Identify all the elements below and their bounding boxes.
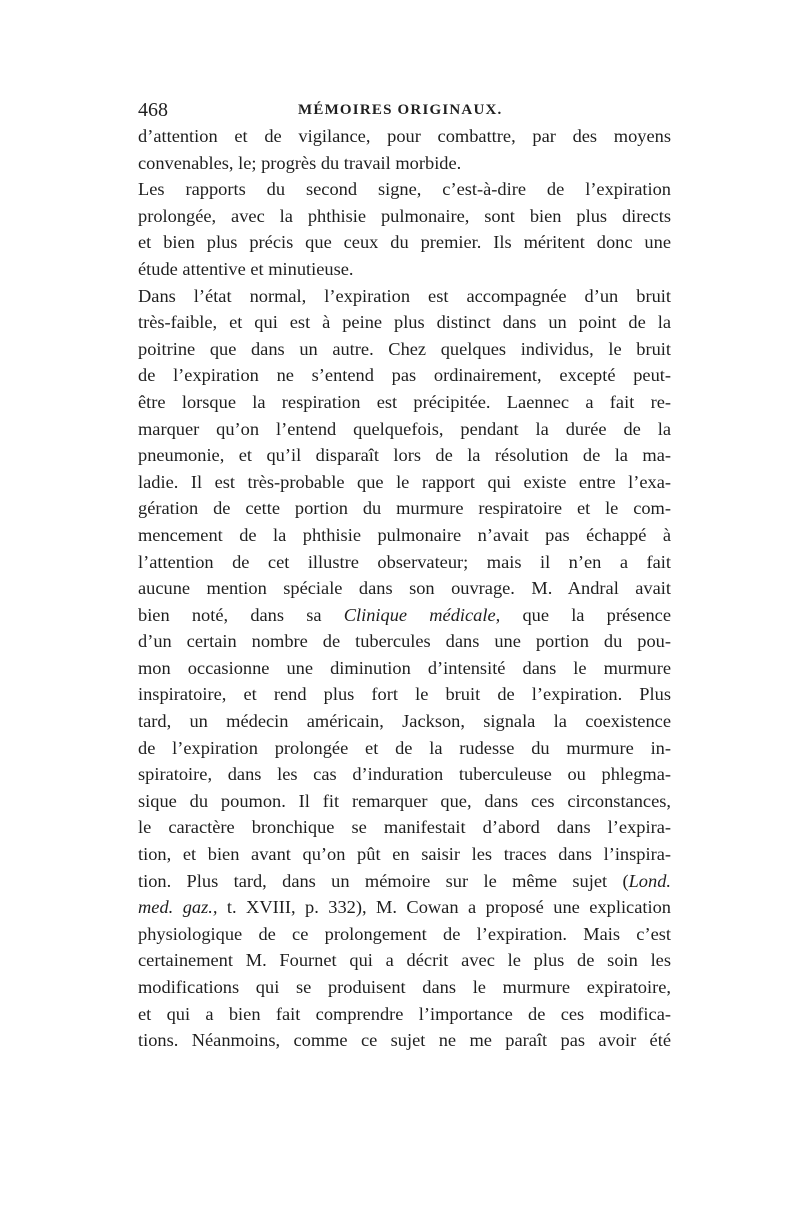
text-line: aucune mention spéciale dans son ouvrage. M. Andral avait bbox=[138, 578, 671, 599]
text-line-reference bbox=[138, 894, 671, 921]
text-line: mon occasionne une diminution d’intensité dans le murmure bbox=[138, 657, 671, 678]
text-line: spiratoire, dans les cas d’induration tuberculeuse ou phlegma- bbox=[138, 764, 671, 785]
running-title: MÉMOIRES ORIGINAUX. bbox=[298, 102, 503, 118]
text-line: certainement M. Fournet qui a décrit avec le plus de soin les bbox=[138, 950, 671, 971]
text-line: de l’expiration prolongée et de la rudesse du murmure in- bbox=[138, 737, 671, 758]
text-segment: que la présence bbox=[500, 604, 671, 625]
text-line: tions. Néanmoins, comme ce sujet ne me paraît pas avoir été bbox=[138, 1030, 671, 1051]
page-header bbox=[138, 97, 671, 123]
text-line: prolongée, avec la phthisie pulmonaire, sont bien plus directs bbox=[138, 205, 671, 226]
text-line: modifications qui se produisent dans le murmure expiratoire, bbox=[138, 977, 671, 997]
text-line: et bien plus précis que ceux du premier. Ils méritent donc une bbox=[138, 232, 671, 253]
text-line: étude attentive et minutieuse. bbox=[138, 258, 354, 279]
text-line-reference bbox=[138, 868, 671, 895]
text-line: tard, un médecin américain, Jackson, signala la coexistence bbox=[138, 711, 671, 732]
text-line: très-faible, et qui est à peine plus distinct dans un point de la bbox=[138, 312, 671, 333]
text-segment: tion. Plus tard, dans un mémoire sur le même sujet ( bbox=[138, 870, 629, 891]
text-line: et qui a bien fait comprendre l’importance de ces modifica- bbox=[138, 1003, 671, 1024]
text-line: pneumonie, et qu’il disparaît lors de la résolution de la ma- bbox=[138, 445, 671, 466]
text-line: de l’expiration ne s’entend pas ordinairement, excepté peut- bbox=[138, 365, 671, 386]
text-line: d’attention et de vigilance, pour combattre, par des moyens bbox=[138, 126, 671, 146]
text-line: physiologique de ce prolongement de l’expiration. Mais c’est bbox=[138, 923, 671, 944]
text-line-italic bbox=[138, 602, 671, 629]
text-line: le caractère bronchique se manifestait d’abord dans l’expira- bbox=[138, 817, 671, 838]
text-line: poitrine que dans un autre. Chez quelques individus, le bruit bbox=[138, 338, 671, 359]
text-line: Les rapports du second signe, c’est-à-dire de l’expiration bbox=[138, 179, 671, 200]
page-number: 468 bbox=[138, 99, 168, 121]
book-page bbox=[138, 97, 671, 1054]
text-line: ladie. Il est très-probable que le rapport qui existe entre l’exa- bbox=[138, 471, 671, 492]
book-title-italic: Clinique médicale, bbox=[343, 604, 501, 625]
journal-title-italic: Lond. bbox=[628, 870, 671, 891]
text-segment: t. XVIII, p. 332), M. Cowan a proposé une explication bbox=[217, 897, 671, 918]
body-text bbox=[138, 123, 671, 1054]
text-line: gération de cette portion du murmure respiratoire et le com- bbox=[138, 498, 671, 519]
text-line: convenables, le; progrès du travail morbide. bbox=[138, 152, 462, 173]
text-line: être lorsque la respiration est précipitée. Laennec a fait re- bbox=[138, 391, 671, 412]
journal-title-italic: med. gaz., bbox=[138, 897, 218, 918]
text-line: mencement de la phthisie pulmonaire n’avait pas échappé à bbox=[138, 524, 671, 545]
text-line: Dans l’état normal, l’expiration est accompagnée d’un bruit bbox=[138, 285, 671, 306]
text-line: l’attention de cet illustre observateur; mais il n’en a fait bbox=[138, 551, 671, 572]
text-line: tion, et bien avant qu’on pût en saisir les traces dans l’inspira- bbox=[138, 844, 671, 865]
text-segment: bien noté, dans sa bbox=[138, 604, 344, 625]
text-line: d’un certain nombre de tubercules dans une portion du pou- bbox=[138, 631, 671, 652]
text-line: inspiratoire, et rend plus fort le bruit de l’expiration. Plus bbox=[138, 684, 671, 705]
text-line: marquer qu’on l’entend quelquefois, pendant la durée de la bbox=[138, 418, 671, 439]
text-line: sique du poumon. Il fit remarquer que, dans ces circonstances, bbox=[138, 790, 671, 811]
